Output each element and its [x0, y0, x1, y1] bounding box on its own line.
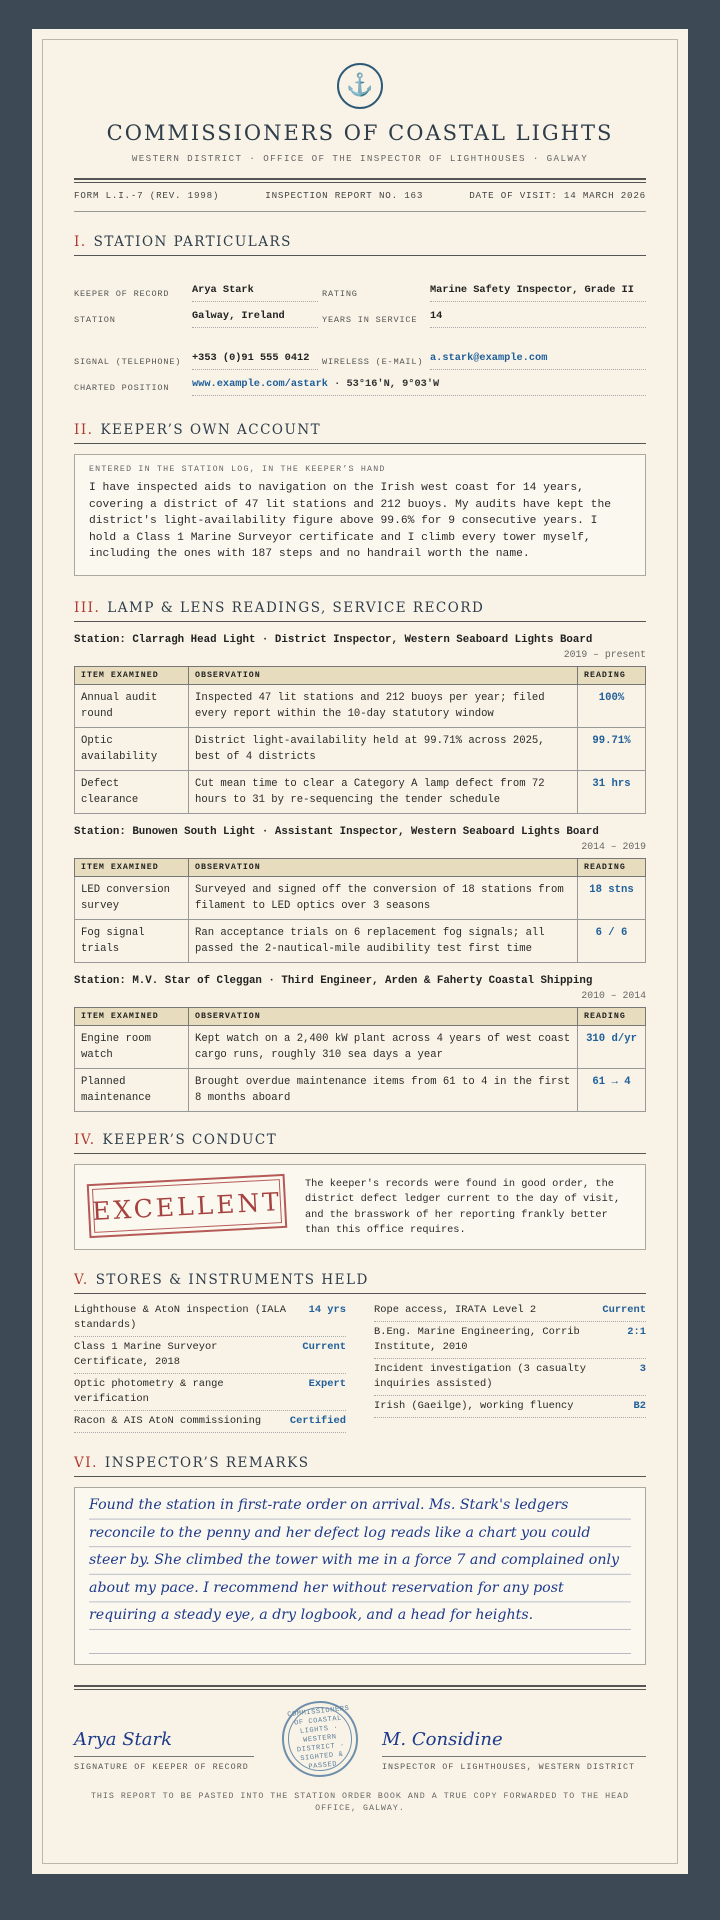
column-header-observation: OBSERVATION	[189, 1007, 578, 1025]
table-header-row	[75, 858, 646, 876]
observation-cell: Inspected 47 lit stations and 212 buoys per year; filed every report within the 10-day statutory window	[189, 684, 578, 727]
role-heading: Station: M.V. Star of Cleggan · Third Engineer, Arden & Faherty Coastal Shipping	[74, 974, 593, 987]
store-item	[374, 1322, 646, 1359]
service-record	[74, 634, 646, 1112]
report-content	[74, 63, 646, 1817]
role-dates: 2010 – 2014	[581, 989, 646, 1001]
store-item-name: Irish (Gaeilge), working fluency	[374, 1399, 574, 1412]
readings-table	[74, 1007, 646, 1112]
readings-table	[74, 666, 646, 814]
inspector-signature-caption: INSPECTOR OF LIGHTHOUSES, WESTERN DISTRICT	[382, 1761, 636, 1772]
footnote: THIS REPORT TO BE PASTED INTO THE STATION ORDER BOOK AND A TRUE COPY FORWARDED TO THE HEAD OFFICE, GALWAY.	[90, 1791, 630, 1813]
column-header-reading: READING	[578, 1007, 646, 1025]
section-account	[74, 422, 646, 576]
remarks-handwriting: Found the station in first-rate order on arrival. Ms. Stark's ledgers reconcile to the penny and her defect log reads like a chart you could steer by. She climbed the tower with me in a force 7 and complained only about my pace. I recommend her without reservation for any post requiring a steady eye, a dry logbook, and a head for heights.	[89, 1492, 631, 1632]
remarks-box	[74, 1487, 646, 1665]
section-heading	[74, 234, 646, 256]
page-title: COMMISSIONERS OF COASTAL LIGHTS	[106, 121, 614, 145]
store-item-level: Expert	[308, 1377, 346, 1390]
section-number: VI.	[74, 1454, 98, 1471]
report-number: INSPECTION REPORT NO. 163	[265, 190, 424, 201]
form-bar	[74, 178, 646, 212]
office-seal	[278, 1697, 362, 1781]
role-dates: 2014 – 2019	[581, 840, 646, 852]
section-heading	[74, 1272, 646, 1294]
stores-right-column	[374, 1300, 646, 1433]
store-item	[74, 1300, 346, 1337]
store-item-level: Certified	[289, 1414, 346, 1427]
page-subtitle: WESTERN DISTRICT · OFFICE OF THE INSPECTOR OF LIGHTHOUSES · GALWAY	[131, 153, 589, 164]
store-item-name: Racon & AIS AtoN commissioning	[74, 1414, 262, 1427]
charted-link[interactable]: www.example.com/astark	[192, 378, 328, 391]
role-dates: 2019 – present	[563, 648, 646, 660]
store-item-name: Lighthouse & AtoN inspection (IALA standards)	[74, 1303, 287, 1331]
role-heading: Station: Bunowen South Light · Assistant Inspector, Western Seaboard Lights Board	[74, 825, 599, 838]
particulars-grid	[74, 262, 646, 396]
wireless-email-link[interactable]: a.stark@example.com	[430, 328, 646, 370]
reading-cell: 18 stns	[578, 876, 646, 919]
item-cell: Defect clearance	[75, 770, 189, 813]
table-row	[75, 770, 646, 813]
charted-coords: · 53°16′N, 9°03′W	[327, 378, 440, 391]
table-row	[75, 684, 646, 727]
charted-label: CHARTED POSITION	[74, 383, 170, 393]
column-header-item: ITEM EXAMINED	[75, 666, 189, 684]
store-item-level: 3	[639, 1362, 646, 1375]
wireless-label: WIRELESS (E-MAIL)	[322, 357, 424, 367]
table-row	[75, 876, 646, 919]
column-header-reading: READING	[578, 858, 646, 876]
signal-value: +353 (0)91 555 0412	[192, 328, 318, 370]
section-readings	[74, 600, 646, 1112]
rating-label: RATING	[322, 289, 358, 299]
observation-cell: Cut mean time to clear a Category A lamp defect from 72 hours to 31 by re-sequencing the tender schedule	[189, 770, 578, 813]
years-label: YEARS IN SERVICE	[322, 315, 418, 325]
section-heading	[74, 600, 646, 622]
column-header-item: ITEM EXAMINED	[75, 858, 189, 876]
section-number: III.	[74, 599, 101, 616]
reading-cell: 100%	[578, 684, 646, 727]
keeper-label: KEEPER OF RECORD	[74, 289, 170, 299]
column-header-observation: OBSERVATION	[189, 666, 578, 684]
stamp-text: EXCELLENT	[91, 1186, 283, 1226]
keeper-signature-caption: SIGNATURE OF KEEPER OF RECORD	[74, 1761, 249, 1772]
section-heading	[74, 422, 646, 444]
store-item	[374, 1396, 646, 1418]
section-title: KEEPER’S CONDUCT	[102, 1131, 278, 1148]
seal-text: COMMISSIONERS OF COASTAL LIGHTS · WESTERN DISTRICT · SIGHTED & PASSED	[286, 1704, 350, 1771]
section-title: STORES & INSTRUMENTS HELD	[95, 1271, 369, 1288]
visit-date: DATE OF VISIT: 14 MARCH 2026	[469, 190, 646, 201]
store-item-name: Incident investigation (3 casualty inquiries assisted)	[374, 1362, 587, 1390]
item-cell: Planned maintenance	[75, 1068, 189, 1111]
signature-area	[74, 1685, 646, 1817]
section-particulars	[74, 234, 646, 396]
store-item-level: Current	[302, 1340, 346, 1353]
inspector-signature-block	[382, 1729, 646, 1772]
section-title: STATION PARTICULARS	[93, 234, 292, 250]
remarks-blank-line	[89, 1632, 631, 1654]
store-item-name: B.Eng. Marine Engineering, Corrib Institute, 2010	[374, 1325, 580, 1353]
inspector-signature: M. Considine	[382, 1729, 646, 1757]
charted-value	[192, 370, 646, 396]
store-item-name: Rope access, IRATA Level 2	[374, 1303, 537, 1316]
section-number: IV.	[74, 1131, 96, 1148]
section-remarks	[74, 1455, 646, 1665]
store-item	[74, 1411, 346, 1433]
store-item-name: Optic photometry & range verification	[74, 1377, 224, 1405]
keeper-signature-block	[74, 1729, 254, 1772]
item-cell: Fog signal trials	[75, 919, 189, 962]
section-number: II.	[74, 422, 94, 438]
column-header-observation: OBSERVATION	[189, 858, 578, 876]
excellent-stamp	[87, 1174, 288, 1238]
item-cell: Engine room watch	[75, 1025, 189, 1068]
section-number: V.	[74, 1271, 89, 1288]
station-label: STATION	[74, 315, 116, 325]
form-number: FORM L.I.-7 (REV. 1998)	[74, 190, 220, 201]
account-body: I have inspected aids to navigation on the Irish west coast for 14 years, covering a district of 47 lit stations and 212 buoys. My audits have kept the district's light-availability figure above 99.6% for 9 consecutive years. I hold a Class 1 Marine Surveyor certificate and I climb every tower myself, including the ones with 187 steps and no handrail worth the name.	[89, 482, 612, 561]
section-number: I.	[74, 234, 87, 250]
section-heading	[74, 1132, 646, 1154]
reading-cell: 99.71%	[578, 727, 646, 770]
section-title: KEEPER’S OWN ACCOUNT	[100, 422, 322, 438]
reading-cell: 31 hrs	[578, 770, 646, 813]
anchor-icon: ⚓	[337, 63, 383, 109]
section-heading	[74, 1455, 646, 1477]
stores-left-column	[74, 1300, 346, 1433]
report-sheet	[32, 29, 688, 1874]
table-row	[75, 727, 646, 770]
section-stores	[74, 1272, 646, 1433]
conduct-box	[74, 1164, 646, 1250]
store-item-level: 2:1	[627, 1325, 646, 1338]
item-cell: Optic availability	[75, 727, 189, 770]
section-title: LAMP & LENS READINGS, SERVICE RECORD	[107, 599, 485, 616]
signal-label: SIGNAL (TELEPHONE)	[74, 357, 182, 367]
store-item-name: Class 1 Marine Surveyor Certificate, 2018	[74, 1340, 218, 1368]
rating-value: Marine Safety Inspector, Grade II	[430, 262, 646, 302]
column-header-reading: READING	[578, 666, 646, 684]
table-row	[75, 1025, 646, 1068]
store-item	[374, 1300, 646, 1322]
reading-cell: 310 d/yr	[578, 1025, 646, 1068]
observation-cell: Ran acceptance trials on 6 replacement fog signals; all passed the 2-nautical-mile audibility test first time	[189, 919, 578, 962]
conduct-text: The keeper's records were found in good order, the district defect ledger current to the day of visit, and the brasswork of her reporting frankly better than this office requires.	[305, 1177, 621, 1237]
table-header-row	[75, 666, 646, 684]
section-title: INSPECTOR’S REMARKS	[104, 1454, 310, 1471]
section-conduct	[74, 1132, 646, 1250]
readings-table	[74, 858, 646, 963]
store-item	[74, 1337, 346, 1374]
observation-cell: Kept watch on a 2,400 kW plant across 4 years of west coast cargo runs, roughly 310 sea days a year	[189, 1025, 578, 1068]
item-cell: LED conversion survey	[75, 876, 189, 919]
reading-cell: 61 → 4	[578, 1068, 646, 1111]
keeper-value: Arya Stark	[192, 262, 318, 302]
store-item-level: B2	[633, 1399, 646, 1412]
store-item	[74, 1374, 346, 1411]
table-row	[75, 919, 646, 962]
years-value: 14	[430, 302, 646, 328]
reading-cell: 6 / 6	[578, 919, 646, 962]
keeper-signature: Arya Stark	[74, 1729, 254, 1757]
observation-cell: District light-availability held at 99.71% across 2025, best of 4 districts	[189, 727, 578, 770]
observation-cell: Brought overdue maintenance items from 61 to 4 in the first 8 months aboard	[189, 1068, 578, 1111]
column-header-item: ITEM EXAMINED	[75, 1007, 189, 1025]
account-box	[74, 454, 646, 576]
table-row	[75, 1068, 646, 1111]
observation-cell: Surveyed and signed off the conversion of 18 stations from filament to LED optics over 3 seasons	[189, 876, 578, 919]
store-item-level: 14 yrs	[308, 1303, 346, 1316]
item-cell: Annual audit round	[75, 684, 189, 727]
station-value: Galway, Ireland	[192, 302, 318, 328]
table-header-row	[75, 1007, 646, 1025]
role-heading: Station: Clarragh Head Light · District Inspector, Western Seaboard Lights Board	[74, 633, 593, 646]
store-item-level: Current	[602, 1303, 646, 1316]
store-item	[374, 1359, 646, 1396]
account-caption: ENTERED IN THE STATION LOG, IN THE KEEPER’S HAND	[89, 465, 386, 474]
stores-grid	[74, 1300, 646, 1433]
